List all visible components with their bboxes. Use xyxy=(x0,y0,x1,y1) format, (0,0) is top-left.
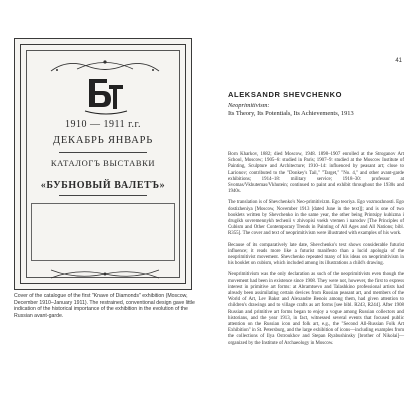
body-paragraph: Because of its comparatively late date, Shevchenko's text shows considerable futurist influence; it reads more like a futurist manifesto than a lucid apologia of the neoprimitivist movement. Shevchenko repeated many of his ideas on neoprimitivism in his booklet on cubism, which included among its illustrations a child's drawing. xyxy=(228,242,404,267)
cover-monogram-logo xyxy=(83,71,129,115)
article-body xyxy=(228,152,404,352)
article-title-subtitle: Its Theory, Its Potentials, Its Achievements, 1913 xyxy=(228,109,354,117)
cover-caption xyxy=(14,293,204,319)
body-paragraph: Neoprimitivism was the only declaration as such of the neoprimitivists even though the movement had been in existence since 1908. They were not, however, the first to express interest in primitive art forms: at Abramtsevo and Talashkino professional artists had already been assimilating certain devices from Russian peasant art, and members of the World of Art, Lev Bakst and Alexandre Benois among them, had given attention to children's drawings and to village crafts as art forms [see bibl. R243, R244]. After 1908 Russian and primitive art forms began to enjoy a vogue among Russian collectors and historians, and the year 1913, in fact, witnessed several events that focused public attention on the Russian icon and folk art, e.g., the "Second All-Russian Folk Art Exhibition" in St. Petersburg, and the large exhibition of icons—including examples from the collections of Ilya Ostroukhov and Stepan Ryabushinsky [brother of Nikolai]—organized by the Institute of Archaeology in Moscow. xyxy=(228,272,404,346)
article-title-main: Neoprimitivism: xyxy=(228,102,270,109)
article-title xyxy=(228,102,404,118)
cover-exhibition-title: «БУБНОВЫЙ ВАЛЕТЪ» xyxy=(40,180,166,191)
page-number: 41 xyxy=(395,58,402,64)
cover-divider xyxy=(59,195,147,196)
author-name: ALEKSANDR SHEVCHENKO xyxy=(228,90,343,99)
body-paragraph: Born Kharkov, 1882; died Moscow, 1948. 1898–1907 enrolled at the Stroganov Art School, Moscow; 1905–6: studied in Paris; 1907–9: studied at the Moscow Institute of Painting, Sculpture and Architecture; 1910–14: influenced by peasant art; close to Larionov; contributed to the "Donkey's Tail," "Target," "No. 4," and other avant-garde exhibitions; 1914–18: military service; 1918–30: professor at Svomas/Vkhutemas/Vkhutein; continued to paint and exhibit throughout the 1930s and 1940s. xyxy=(228,152,404,195)
cover-border xyxy=(20,44,186,284)
catalogue-cover-image xyxy=(14,38,192,290)
cover-catalog-line: КАТАЛОГЪ ВЫСТАВКИ xyxy=(50,158,156,168)
cover-empty-panel xyxy=(31,203,175,261)
cover-divider xyxy=(59,152,147,153)
body-paragraph: The translation is of Shevchenko's Neo-primitivizm. Ego teoriya. Ego vozmozhnosti. Ego dostizheniya [Moscow, November 1913 [dated June in the text]]; and is one of two booklets written by Shevchenko in the same year, the other being Printsipy kubizma i drugikh sovremennykh techenii v zhivopisi vsekh vremen i narodov [The Principles of Cubism and Other Contemporary Trends in Painting of All Ages and All Nations; bibl. R355]. The cover and text of neoprimitivism were illustrated with examples of his work. xyxy=(228,200,404,237)
cover-months: ДЕКАБРЬ ЯНВАРЬ xyxy=(52,135,154,146)
cover-years: 1910 — 1911 г.г. xyxy=(64,119,142,130)
caption-text: Cover of the catalogue of the first "Knave of Diamonds" exhibition (Moscow, December 1910–January 1911). The restrained, conventional design gave little indication of the historical importance of the exhibition in the evolution of the Russian avant-garde. xyxy=(14,293,195,319)
cover-ornament-bottom xyxy=(47,267,163,281)
article-header xyxy=(228,90,404,118)
